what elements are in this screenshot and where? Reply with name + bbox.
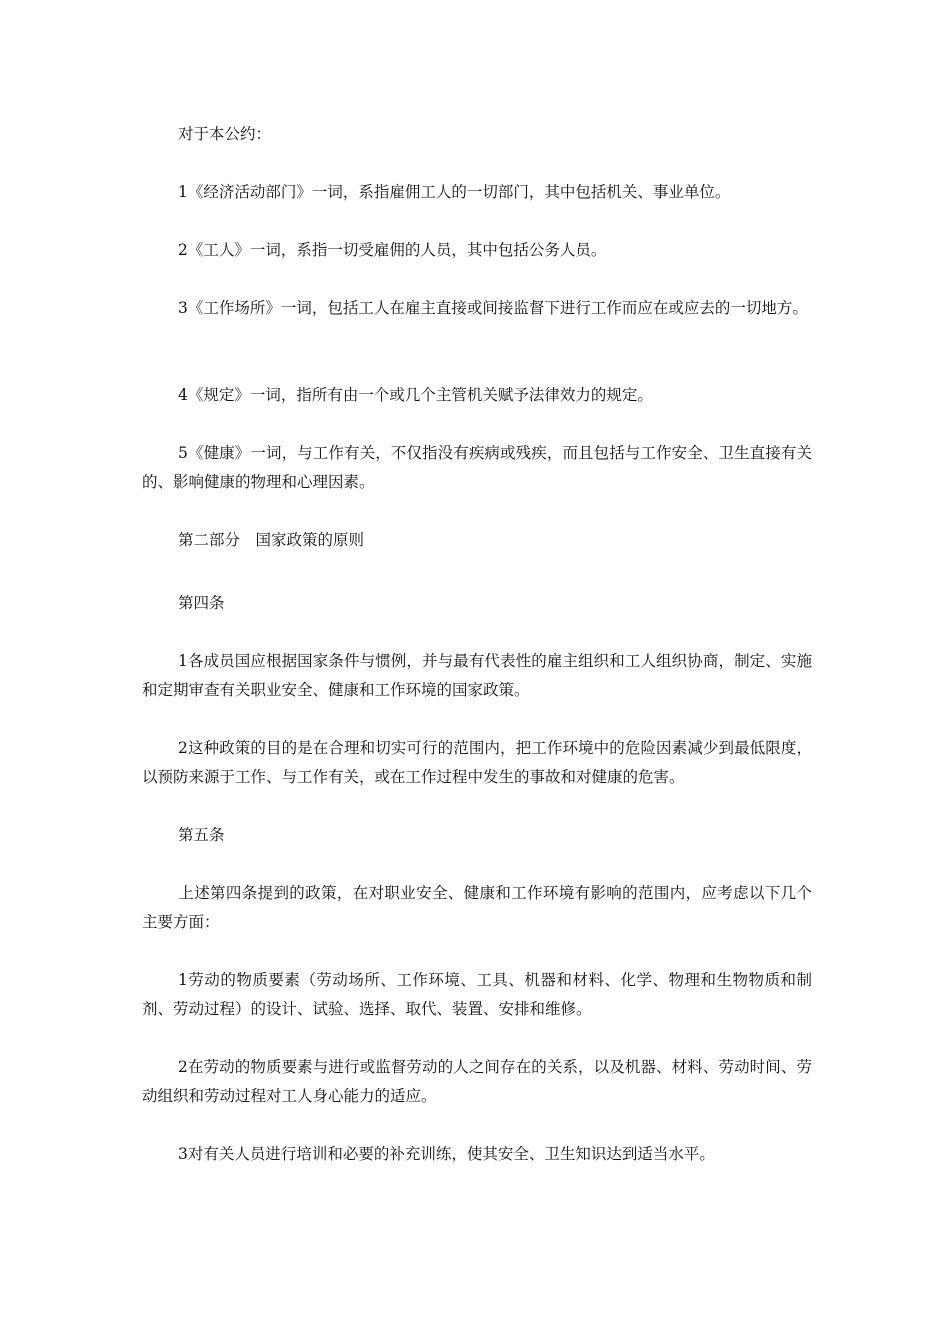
paragraph-def-3: 3《工作场所》一词，包括工人在雇主直接或间接监督下进行工作而应在或应去的一切地方。	[178, 299, 808, 317]
section-heading: 第二部分 国家政策的原则	[178, 531, 365, 549]
paragraph-def-5: 5《健康》一词，与工作有关，不仅指没有疾病或残疾，而且包括与工作安全、卫生直接有关的、影响健康的物理和心理因素。	[142, 444, 812, 491]
article-5-item-3: 3对有关人员进行培训和必要的补充训练，使其安全、卫生知识达到适当水平。	[178, 1145, 715, 1163]
article-4-item-1: 1各成员国应根据国家条件与惯例，并与最有代表性的雇主组织和工人组织协商，制定、实施和定期审查有关职业安全、健康和工作环境的国家政策。	[142, 652, 812, 699]
article-4-heading: 第四条	[178, 594, 225, 612]
paragraph-def-2: 2《工人》一词，系指一切受雇佣的人员，其中包括公务人员。	[178, 241, 607, 259]
article-5-item-2: 2在劳动的物质要素与进行或监督劳动的人之间存在的关系，以及机器、材料、劳动时间、劳动组织和劳动过程对工人身心能力的适应。	[142, 1058, 812, 1105]
article-5-item-1: 1劳动的物质要素（劳动场所、工作环境、工具、机器和材料、化学、物理和生物物质和制剂、劳动过程）的设计、试验、选择、取代、装置、安排和维修。	[142, 971, 812, 1018]
article-5-heading: 第五条	[178, 826, 225, 844]
paragraph-def-1: 1《经济活动部门》一词，系指雇佣工人的一切部门，其中包括机关、事业单位。	[178, 183, 731, 201]
paragraph-def-4: 4《规定》一词，指所有由一个或几个主管机关赋予法律效力的规定。	[178, 386, 653, 404]
article-4-item-2: 2这种政策的目的是在合理和切实可行的范围内，把工作环境中的危险因素减少到最低限度，以预防来源于工作、与工作有关，或在工作过程中发生的事故和对健康的危害。	[142, 739, 812, 786]
paragraph-intro: 对于本公约：	[178, 125, 272, 143]
article-5-intro: 上述第四条提到的政策，在对职业安全、健康和工作环境有影响的范围内，应考虑以下几个主要方面：	[142, 884, 812, 931]
